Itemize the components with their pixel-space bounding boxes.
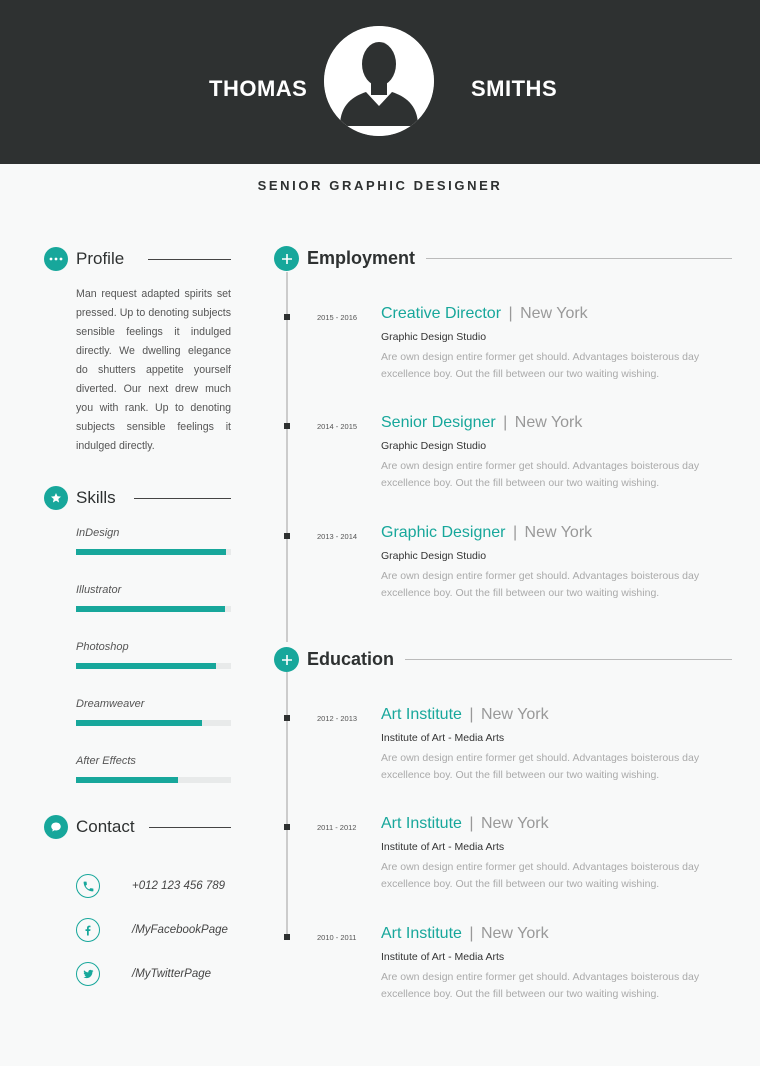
entry-role: Art Institute [381,706,462,723]
contact-heading [44,815,231,839]
entry-years: 2010 - 2011 [317,933,357,942]
entry-description: Are own design entire former get should. Advantages boisterous day excellence boy. Out the fill between our two waiting wishing. [381,351,700,380]
twitter-icon [76,962,100,986]
entry-description: Are own design entire former get should. Advantages boisterous day excellence boy. Out the fill between our two waiting wishing. [381,752,700,781]
timeline-marker [284,934,290,940]
timeline-marker [284,314,290,320]
entry-organization: Institute of Art - Media Arts [381,732,505,744]
entry-description: Are own design entire former get should. Advantages boisterous day excellence boy. Out the fill between our two waiting wishing. [381,570,700,599]
skill-name: Dreamweaver [76,698,145,710]
plus-icon [274,246,299,271]
entry-title [381,414,582,432]
contact-rule [149,827,231,828]
skills-rule [134,498,231,499]
facebook-icon [76,918,100,942]
entry-organization: Institute of Art - Media Arts [381,951,505,963]
entry-location: New York [520,305,588,322]
entry-role: Graphic Designer [381,524,506,541]
contact-title: Contact [76,817,135,836]
entry-years: 2011 - 2012 [317,823,357,832]
contact-twitter [76,962,211,986]
skill-bar-fill [76,720,202,726]
phone-icon [76,874,100,898]
first-name: THOMAS [209,76,308,101]
profile-text: Man request adapted spirits set pressed. Up to denoting subjects sensible feelings it indulged directly. We dwelling elegance do shutters appetite yourself diverted. Our next drew much you with rank. Up to denoting subjects sensible feelings it indulged directly. [76,288,231,452]
avatar-icon [324,26,434,136]
contact-facebook [76,918,228,942]
skill-bar [76,549,231,555]
skill-item [76,698,231,726]
entry-description: Are own design entire former get should. Advantages boisterous day excellence boy. Out the fill between our two waiting wishing. [381,861,700,890]
skill-name: Illustrator [76,584,122,596]
entry-years: 2015 - 2016 [317,313,358,322]
twitter-handle: /MyTwitterPage [132,968,212,980]
timeline-line [286,272,288,642]
plus-icon [274,647,299,672]
skills-heading [44,486,231,510]
profile-heading [44,247,231,271]
timeline-marker [284,715,290,721]
phone-number: +012 123 456 789 [132,880,226,892]
skill-bar [76,606,231,612]
skill-name: After Effects [76,755,136,767]
title-separator: | [464,925,478,942]
timeline-marker [284,824,290,830]
entry-role: Art Institute [381,925,462,942]
profile-rule [148,259,231,260]
skill-bar-fill [76,663,216,669]
title-separator: | [464,706,478,723]
title-separator: | [508,524,522,541]
timeline-marker [284,533,290,539]
skill-bar-fill [76,549,226,555]
entry-organization: Graphic Design Studio [381,440,487,452]
entry-role: Art Institute [381,815,462,832]
entry-location: New York [480,925,549,942]
entry-organization: Institute of Art - Media Arts [381,841,505,853]
education-rule [405,659,732,660]
timeline-line [286,672,288,934]
skill-name: InDesign [76,527,120,539]
employment-title: Employment [307,248,416,268]
chat-bubble-icon [44,815,68,839]
star-icon [44,486,68,510]
skill-bar-fill [76,777,178,783]
skills-title: Skills [76,488,116,507]
title-separator: | [504,305,518,322]
last-name: SMITHS [471,76,558,101]
entry-location: New York [480,706,549,723]
entry-title [381,524,592,542]
entry-years: 2014 - 2015 [317,422,358,431]
education-title: Education [307,649,395,669]
education-heading [274,647,732,672]
contact-phone [76,874,225,898]
entry-title [381,706,549,724]
entry-title [381,925,549,943]
skill-item [76,584,231,612]
job-title: SENIOR GRAPHIC DESIGNER [257,178,503,193]
title-separator: | [498,414,512,431]
entry-title [381,305,588,323]
entry-role: Senior Designer [381,414,496,431]
facebook-handle: /MyFacebookPage [132,924,228,936]
skill-item [76,527,231,555]
entry-years: 2012 - 2013 [317,714,358,723]
entry-location: New York [480,815,549,832]
entry-title [381,815,549,833]
entry-organization: Graphic Design Studio [381,550,487,562]
entry-location: New York [524,524,593,541]
profile-title: Profile [76,249,125,268]
entry-location: New York [514,414,583,431]
skill-item [76,755,231,783]
skill-bar [76,663,231,669]
title-separator: | [464,815,478,832]
entry-description: Are own design entire former get should. Advantages boisterous day excellence boy. Out the fill between our two waiting wishing. [381,460,700,489]
entry-years: 2013 - 2014 [317,532,358,541]
entry-role: Creative Director [381,305,502,322]
skill-bar [76,720,231,726]
skill-item [76,641,231,669]
ellipsis-icon [44,247,68,271]
timeline-marker [284,423,290,429]
skill-bar [76,777,231,783]
skill-bar-fill [76,606,225,612]
skill-name: Photoshop [76,641,129,653]
entry-organization: Graphic Design Studio [381,331,487,343]
employment-heading [274,246,732,271]
employment-rule [426,258,732,259]
header-banner [0,0,760,164]
entry-description: Are own design entire former get should. Advantages boisterous day excellence boy. Out the fill between our two waiting wishing. [381,971,700,1000]
